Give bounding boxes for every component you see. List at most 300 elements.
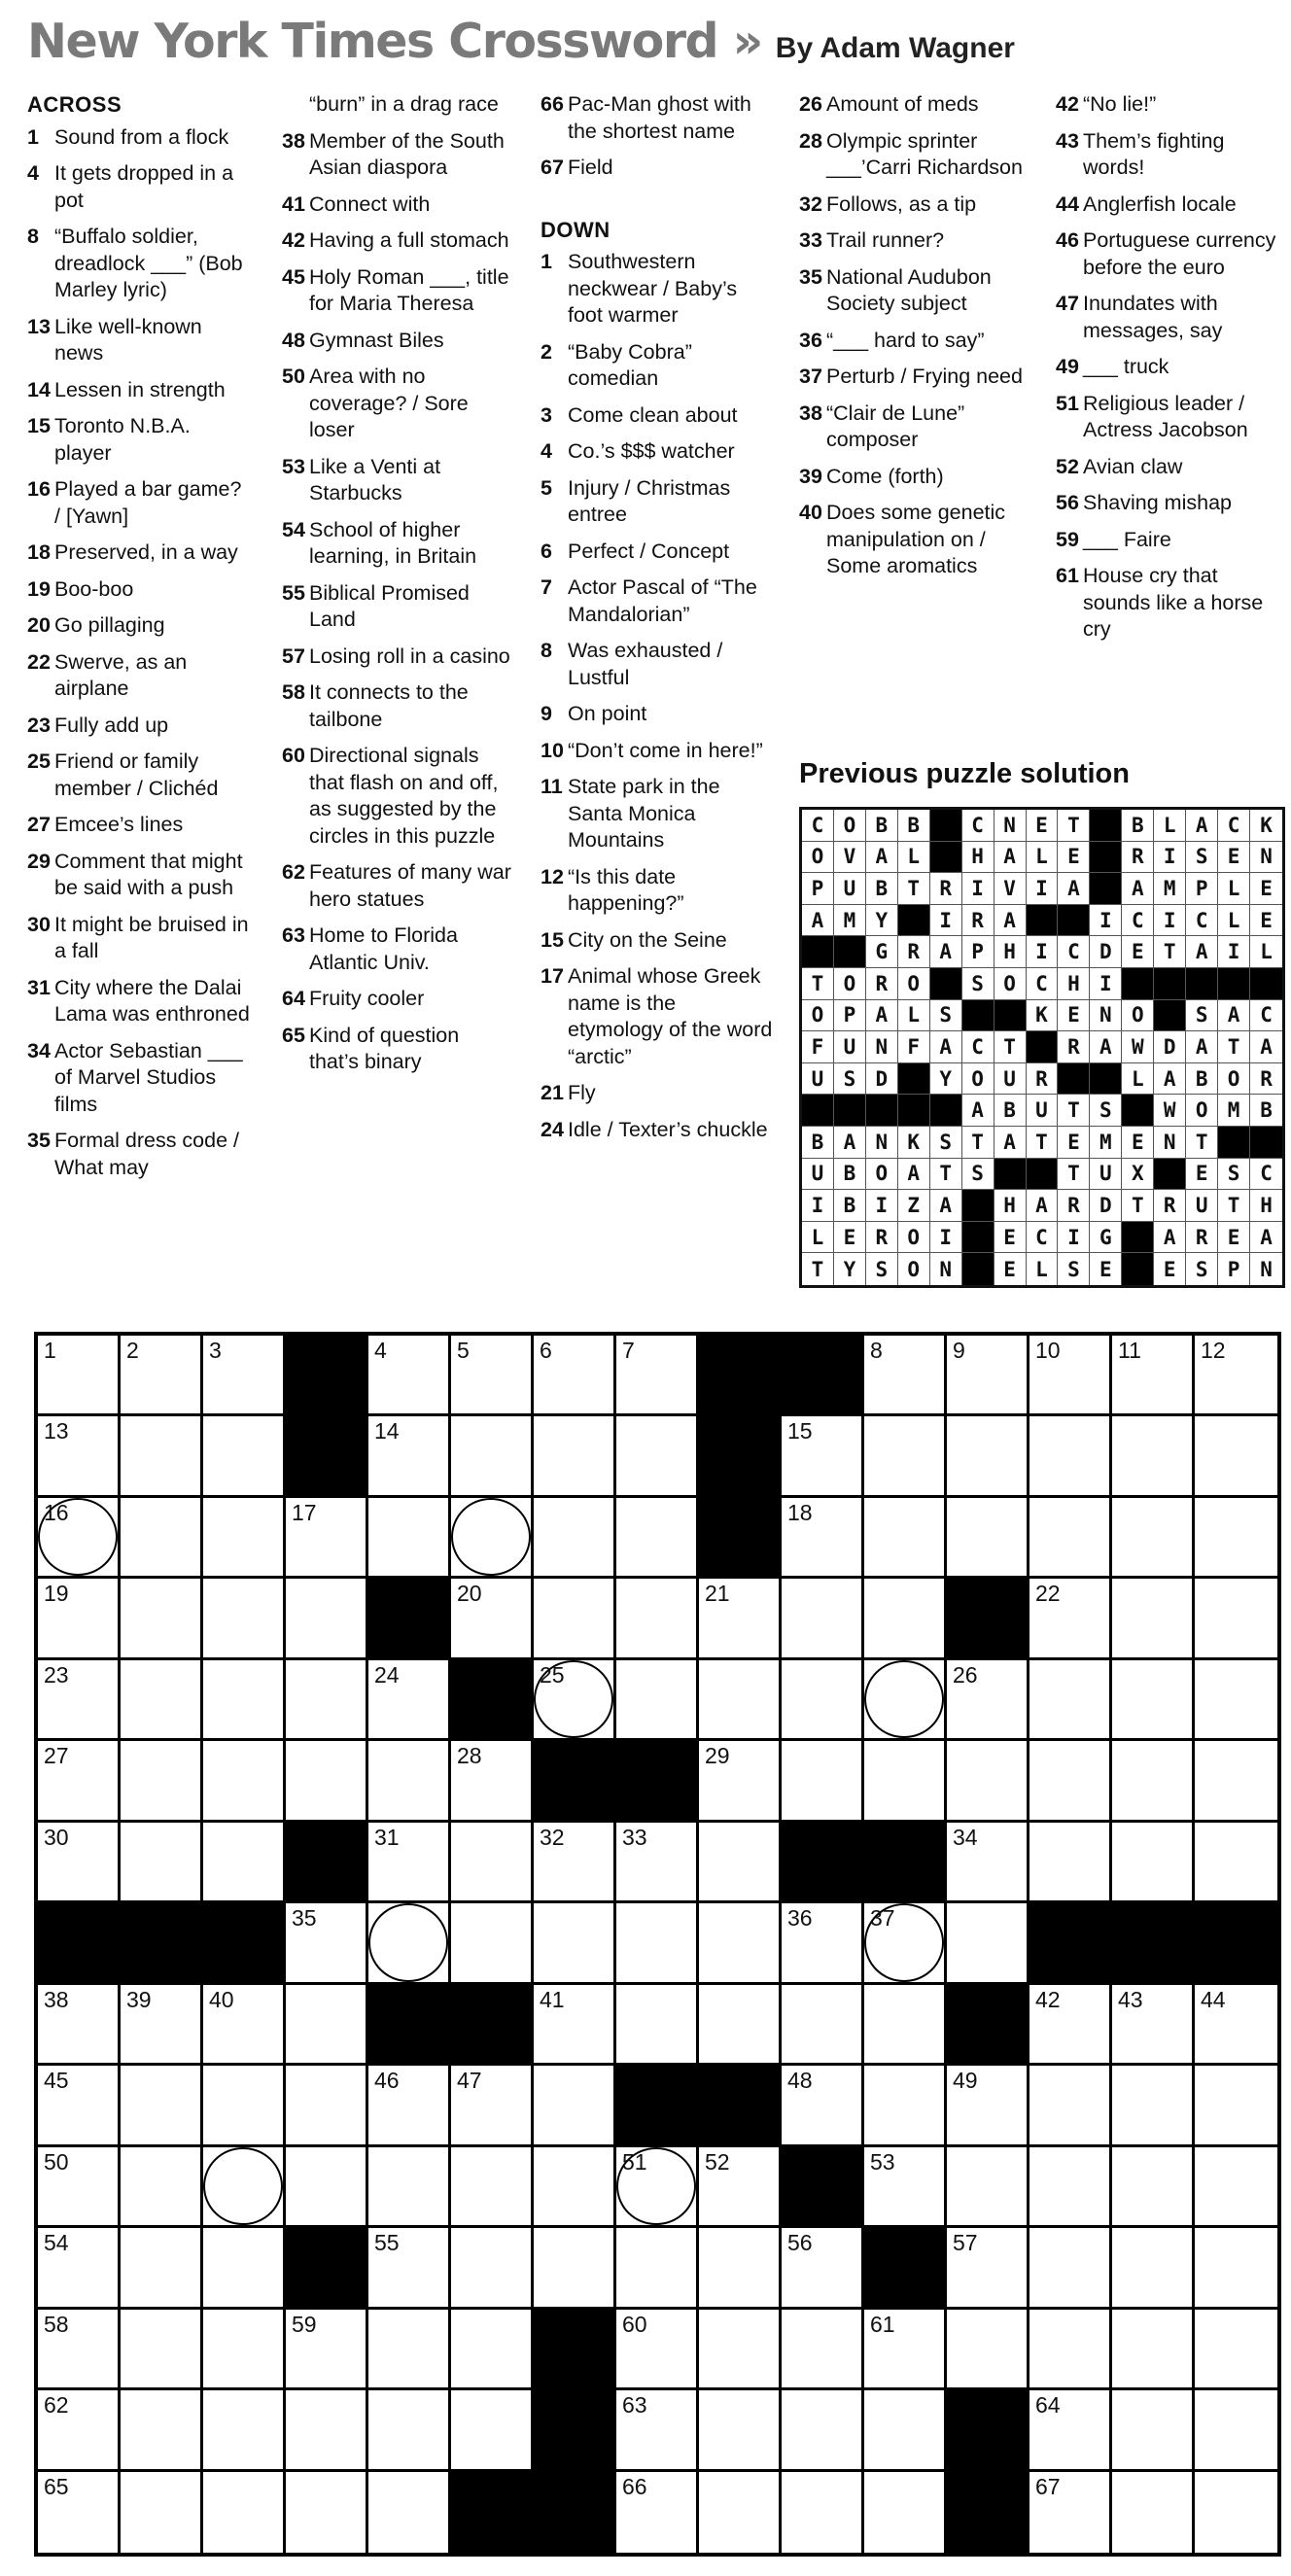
- cell-number: 33: [622, 1824, 647, 1850]
- answer-cell[interactable]: [1195, 1985, 1277, 2066]
- clue-text: Religious leader / Actress Jacobson: [1083, 391, 1248, 441]
- black-square: [699, 2066, 782, 2146]
- clue-text: Member of the South Asian diaspora: [309, 128, 505, 179]
- black-square: [38, 1903, 121, 1984]
- solution-black-square: [802, 1095, 834, 1127]
- answer-cell[interactable]: [451, 1498, 534, 1579]
- answer-cell[interactable]: [368, 2310, 451, 2390]
- solution-letter: C: [1027, 1222, 1059, 1254]
- solution-letter: Y: [834, 1253, 866, 1285]
- answer-cell[interactable]: [121, 1660, 203, 1741]
- clue-text: Features of many war hero statues: [309, 860, 511, 911]
- answer-cell[interactable]: [1029, 1579, 1112, 1659]
- solution-letter: E: [1186, 1159, 1218, 1191]
- answer-cell[interactable]: [121, 2228, 203, 2309]
- answer-cell[interactable]: [1195, 1660, 1277, 1741]
- answer-cell[interactable]: [121, 2310, 203, 2390]
- circle-marker: [368, 1903, 448, 1981]
- clue-text: Perfect / Concept: [568, 539, 730, 563]
- cell-number: 51: [622, 2148, 647, 2175]
- answer-cell[interactable]: [782, 2390, 864, 2471]
- answer-cell[interactable]: [947, 1660, 1029, 1741]
- answer-cell[interactable]: [782, 1741, 864, 1822]
- clue-text: Like a Venti at Starbucks: [309, 454, 441, 505]
- answer-cell[interactable]: [947, 2310, 1029, 2390]
- answer-cell[interactable]: [368, 2147, 451, 2228]
- cell-number: 63: [622, 2392, 647, 2419]
- answer-cell[interactable]: [864, 1985, 947, 2066]
- answer-cell[interactable]: [864, 1498, 947, 1579]
- solution-letter: L: [898, 1000, 930, 1032]
- answer-cell[interactable]: [864, 2066, 947, 2146]
- answer-cell[interactable]: [368, 1498, 451, 1579]
- clue-item: [282, 517, 513, 571]
- cell-number: 32: [540, 1824, 565, 1850]
- solution-letter: E: [1122, 1127, 1154, 1159]
- answer-cell[interactable]: [286, 2066, 368, 2146]
- clue-text: Holy Roman ___, title for Maria Theresa: [309, 264, 509, 315]
- answer-cell[interactable]: [864, 2472, 947, 2553]
- answer-cell[interactable]: [782, 1660, 864, 1741]
- answer-cell[interactable]: [368, 1336, 451, 1416]
- answer-cell[interactable]: [368, 1416, 451, 1497]
- answer-cell[interactable]: [1112, 1336, 1195, 1416]
- answer-cell[interactable]: [121, 1498, 203, 1579]
- answer-cell[interactable]: [616, 2472, 699, 2553]
- answer-cell[interactable]: [1112, 2228, 1195, 2309]
- answer-cell[interactable]: [38, 2228, 121, 2309]
- answer-cell[interactable]: [616, 1498, 699, 1579]
- clue-text: Animal whose Greek name is the etymology of the word “arctic”: [568, 964, 773, 1068]
- solution-black-square: [1218, 968, 1250, 1000]
- answer-cell[interactable]: [121, 1985, 203, 2066]
- answer-cell[interactable]: [534, 1823, 616, 1903]
- answer-cell[interactable]: [782, 2066, 864, 2146]
- clue-text: Biblical Promised Land: [309, 580, 470, 631]
- answer-cell[interactable]: [286, 2472, 368, 2553]
- answer-cell[interactable]: [1195, 2310, 1277, 2390]
- black-square: [286, 1416, 368, 1497]
- answer-cell[interactable]: [203, 1416, 286, 1497]
- answer-cell[interactable]: [1029, 2147, 1112, 2228]
- answer-cell[interactable]: [368, 2390, 451, 2471]
- clue-number: 17: [541, 964, 564, 988]
- answer-cell[interactable]: [203, 2066, 286, 2146]
- answer-cell[interactable]: [699, 2390, 782, 2471]
- black-square: [947, 1985, 1029, 2066]
- answer-cell[interactable]: [616, 1579, 699, 1659]
- answer-cell[interactable]: [451, 2310, 534, 2390]
- answer-cell[interactable]: [1195, 2472, 1277, 2553]
- answer-cell[interactable]: [203, 2472, 286, 2553]
- answer-cell[interactable]: [203, 1741, 286, 1822]
- answer-cell[interactable]: [451, 1903, 534, 1984]
- answer-cell[interactable]: [38, 1579, 121, 1659]
- clue-item: [541, 864, 774, 918]
- answer-cell[interactable]: [38, 2147, 121, 2228]
- clue-item: [541, 475, 774, 529]
- answer-cell[interactable]: [368, 1741, 451, 1822]
- answer-cell[interactable]: [864, 1903, 947, 1984]
- answer-cell[interactable]: [38, 1416, 121, 1497]
- solution-letter: B: [834, 1190, 866, 1222]
- answer-cell[interactable]: [947, 1903, 1029, 1984]
- answer-cell[interactable]: [286, 1903, 368, 1984]
- answer-cell[interactable]: [451, 2147, 534, 2228]
- solution-letter: U: [834, 873, 866, 905]
- answer-cell[interactable]: [864, 2147, 947, 2228]
- answer-cell[interactable]: [616, 2147, 699, 2228]
- solution-letter: E: [1122, 936, 1154, 968]
- answer-cell[interactable]: [1195, 2147, 1277, 2228]
- solution-letter: L: [802, 1222, 834, 1254]
- answer-cell[interactable]: [121, 2472, 203, 2553]
- answer-cell[interactable]: [121, 1823, 203, 1903]
- answer-cell[interactable]: [368, 1660, 451, 1741]
- answer-cell[interactable]: [534, 1579, 616, 1659]
- answer-cell[interactable]: [534, 1498, 616, 1579]
- answer-cell[interactable]: [451, 1416, 534, 1497]
- answer-cell[interactable]: [864, 2310, 947, 2390]
- solution-letter: I: [1154, 905, 1186, 937]
- answer-cell[interactable]: [451, 1579, 534, 1659]
- clue-number: 26: [799, 92, 822, 116]
- answer-cell[interactable]: [1112, 2066, 1195, 2146]
- answer-cell[interactable]: [38, 1985, 121, 2066]
- black-square: [534, 2310, 616, 2390]
- clue-text: Played a bar game? / [Yawn]: [54, 477, 242, 528]
- solution-letter: A: [1027, 1190, 1059, 1222]
- solution-letter: U: [1027, 1095, 1059, 1127]
- answer-cell[interactable]: [38, 2390, 121, 2471]
- answer-cell[interactable]: [1112, 1823, 1195, 1903]
- solution-black-square: [1154, 968, 1186, 1000]
- answer-cell[interactable]: [1029, 1823, 1112, 1903]
- clue-number: 1: [27, 124, 39, 149]
- answer-cell[interactable]: [1195, 1741, 1277, 1822]
- solution-letter: D: [1090, 936, 1122, 968]
- black-square: [368, 1985, 451, 2066]
- solution-letter: A: [1122, 873, 1154, 905]
- solution-letter: O: [1122, 1000, 1154, 1032]
- solution-letter: I: [962, 873, 994, 905]
- answer-cell[interactable]: [368, 1903, 451, 1984]
- answer-cell[interactable]: [203, 1660, 286, 1741]
- answer-cell[interactable]: [121, 2390, 203, 2471]
- clue-number: 23: [27, 713, 51, 737]
- answer-cell[interactable]: [121, 2066, 203, 2146]
- answer-cell[interactable]: [286, 1741, 368, 1822]
- clue-text: Actor Sebastian ___ of Marvel Studios films: [54, 1038, 243, 1116]
- solution-letter: O: [1218, 1063, 1250, 1096]
- answer-cell[interactable]: [1195, 1336, 1277, 1416]
- answer-cell[interactable]: [947, 1416, 1029, 1497]
- answer-cell[interactable]: [1029, 2066, 1112, 2146]
- clue-number: 39: [799, 464, 822, 488]
- answer-cell[interactable]: [1195, 1498, 1277, 1579]
- answer-cell[interactable]: [1029, 2310, 1112, 2390]
- answer-cell[interactable]: [534, 2147, 616, 2228]
- answer-cell[interactable]: [203, 1985, 286, 2066]
- answer-cell[interactable]: [947, 2147, 1029, 2228]
- answer-cell[interactable]: [38, 1741, 121, 1822]
- answer-cell[interactable]: [616, 2390, 699, 2471]
- answer-cell[interactable]: [38, 1660, 121, 1741]
- answer-cell[interactable]: [1029, 1985, 1112, 2066]
- answer-cell[interactable]: [203, 1498, 286, 1579]
- answer-cell[interactable]: [286, 1985, 368, 2066]
- answer-cell[interactable]: [699, 2228, 782, 2309]
- clue-number: 11: [541, 775, 563, 798]
- answer-cell[interactable]: [451, 1741, 534, 1822]
- answer-cell[interactable]: [1029, 1336, 1112, 1416]
- cell-number: 56: [787, 2230, 813, 2256]
- answer-cell[interactable]: [699, 1823, 782, 1903]
- clue-item: [541, 963, 774, 1070]
- clue-item: [27, 413, 253, 467]
- answer-cell[interactable]: [534, 1660, 616, 1741]
- answer-cell[interactable]: [368, 2228, 451, 2309]
- answer-cell[interactable]: [286, 1660, 368, 1741]
- answer-cell[interactable]: [864, 2390, 947, 2471]
- answer-cell[interactable]: [38, 2310, 121, 2390]
- answer-cell[interactable]: [1112, 2310, 1195, 2390]
- answer-cell[interactable]: [1195, 2228, 1277, 2309]
- answer-cell[interactable]: [782, 1579, 864, 1659]
- solution-black-square: [1058, 1063, 1090, 1096]
- answer-cell[interactable]: [203, 2147, 286, 2228]
- answer-cell[interactable]: [286, 1579, 368, 1659]
- answer-cell[interactable]: [1112, 1579, 1195, 1659]
- answer-cell[interactable]: [1029, 2228, 1112, 2309]
- answer-cell[interactable]: [121, 1416, 203, 1497]
- answer-cell[interactable]: [616, 2310, 699, 2390]
- answer-cell[interactable]: [1029, 1498, 1112, 1579]
- answer-cell[interactable]: [286, 2310, 368, 2390]
- answer-cell[interactable]: [203, 2228, 286, 2309]
- cell-number: 20: [457, 1581, 482, 1607]
- cell-number: 25: [540, 1661, 565, 1688]
- answer-cell[interactable]: [1029, 1416, 1112, 1497]
- clue-number: 6: [541, 539, 552, 563]
- answer-cell[interactable]: [699, 1660, 782, 1741]
- answer-cell[interactable]: [38, 2472, 121, 2553]
- answer-cell[interactable]: [203, 2310, 286, 2390]
- clue-item: [799, 191, 1025, 219]
- answer-cell[interactable]: [616, 1660, 699, 1741]
- answer-cell[interactable]: [1112, 2390, 1195, 2471]
- clue-number: 7: [541, 575, 552, 599]
- answer-cell[interactable]: [203, 1823, 286, 1903]
- clue-item: [1056, 490, 1285, 517]
- solution-black-square: [1122, 968, 1154, 1000]
- answer-cell[interactable]: [121, 1336, 203, 1416]
- answer-cell[interactable]: [451, 1823, 534, 1903]
- answer-cell[interactable]: [1112, 1985, 1195, 2066]
- clue-number: 25: [27, 749, 51, 773]
- answer-cell[interactable]: [616, 1903, 699, 1984]
- answer-cell[interactable]: [782, 2472, 864, 2553]
- answer-cell[interactable]: [534, 1336, 616, 1416]
- solution-letter: T: [962, 1127, 994, 1159]
- byline: By Adam Wagner: [775, 32, 1015, 64]
- solution-letter: L: [898, 842, 930, 874]
- answer-cell[interactable]: [782, 1985, 864, 2066]
- answer-cell[interactable]: [286, 2147, 368, 2228]
- solution-letter: O: [802, 1000, 834, 1032]
- answer-cell[interactable]: [782, 1498, 864, 1579]
- answer-cell[interactable]: [286, 1498, 368, 1579]
- answer-cell[interactable]: [38, 1823, 121, 1903]
- solution-black-square: [1122, 1095, 1154, 1127]
- answer-cell[interactable]: [782, 2310, 864, 2390]
- answer-cell[interactable]: [947, 1823, 1029, 1903]
- answer-cell[interactable]: [1112, 1416, 1195, 1497]
- answer-cell[interactable]: [368, 2472, 451, 2553]
- answer-cell[interactable]: [451, 1336, 534, 1416]
- clue-text: “Baby Cobra” comedian: [568, 339, 692, 390]
- clue-number: 35: [799, 264, 822, 289]
- answer-cell[interactable]: [864, 1416, 947, 1497]
- clue-item: [541, 539, 774, 566]
- answer-cell[interactable]: [1195, 2066, 1277, 2146]
- solution-letter: E: [1058, 842, 1090, 874]
- answer-cell[interactable]: [534, 1416, 616, 1497]
- answer-cell[interactable]: [1195, 1416, 1277, 1497]
- answer-cell[interactable]: [38, 1498, 121, 1579]
- solution-letter: L: [1154, 810, 1186, 842]
- answer-cell[interactable]: [1029, 1660, 1112, 1741]
- answer-cell[interactable]: [451, 2066, 534, 2146]
- black-square: [534, 2390, 616, 2471]
- answer-cell[interactable]: [616, 1823, 699, 1903]
- answer-cell[interactable]: [1029, 2390, 1112, 2471]
- clue-item: [541, 339, 774, 393]
- answer-cell[interactable]: [699, 1741, 782, 1822]
- clue-number: 14: [27, 377, 51, 401]
- answer-cell[interactable]: [864, 1579, 947, 1659]
- answer-cell[interactable]: [699, 1579, 782, 1659]
- answer-cell[interactable]: [1112, 1741, 1195, 1822]
- answer-cell[interactable]: [1112, 2147, 1195, 2228]
- answer-cell[interactable]: [782, 1416, 864, 1497]
- solution-letter: T: [898, 873, 930, 905]
- solution-letter: L: [1122, 1063, 1154, 1096]
- clue-text: Having a full stomach: [309, 228, 509, 252]
- answer-cell[interactable]: [1112, 1498, 1195, 1579]
- black-square: [451, 2472, 534, 2553]
- answer-cell[interactable]: [451, 2390, 534, 2471]
- answer-cell[interactable]: [699, 1985, 782, 2066]
- answer-cell[interactable]: [121, 1579, 203, 1659]
- answer-cell[interactable]: [534, 1985, 616, 2066]
- answer-cell[interactable]: [699, 2310, 782, 2390]
- answer-cell[interactable]: [1195, 1579, 1277, 1659]
- solution-letter: I: [1090, 905, 1122, 937]
- answer-cell[interactable]: [699, 2147, 782, 2228]
- clue-item: [799, 227, 1025, 255]
- answer-cell[interactable]: [121, 2147, 203, 2228]
- answer-cell[interactable]: [534, 1903, 616, 1984]
- answer-cell[interactable]: [947, 2066, 1029, 2146]
- clue-number: 43: [1056, 128, 1079, 153]
- clue-number: 10: [541, 738, 564, 762]
- answer-cell[interactable]: [1029, 1741, 1112, 1822]
- answer-cell[interactable]: [203, 1336, 286, 1416]
- answer-cell[interactable]: [782, 2228, 864, 2309]
- answer-cell[interactable]: [121, 1741, 203, 1822]
- answer-cell[interactable]: [616, 1985, 699, 2066]
- clue-item: [27, 812, 253, 839]
- solution-letter: V: [994, 873, 1027, 905]
- answer-cell[interactable]: [947, 1741, 1029, 1822]
- solution-letter: N: [1154, 1127, 1186, 1159]
- cell-number: 15: [787, 1418, 813, 1445]
- answer-cell[interactable]: [1195, 2390, 1277, 2471]
- solution-letter: O: [802, 842, 834, 874]
- answer-cell[interactable]: [864, 1741, 947, 1822]
- answer-cell[interactable]: [1029, 2472, 1112, 2553]
- clue-text: ___ Faire: [1083, 527, 1171, 551]
- answer-cell[interactable]: [203, 2390, 286, 2471]
- black-square: [782, 2147, 864, 2228]
- solution-letter: A: [930, 936, 962, 968]
- clue-number: 37: [799, 365, 822, 388]
- answer-cell[interactable]: [203, 1579, 286, 1659]
- clue-item: [799, 500, 1025, 580]
- solution-letter: S: [1218, 1159, 1250, 1191]
- answer-cell[interactable]: [947, 1498, 1029, 1579]
- answer-cell[interactable]: [864, 1336, 947, 1416]
- answer-cell[interactable]: [616, 1336, 699, 1416]
- clue-number: 34: [27, 1038, 51, 1062]
- answer-cell[interactable]: [947, 2228, 1029, 2309]
- answer-cell[interactable]: [534, 2228, 616, 2309]
- answer-cell[interactable]: [534, 2066, 616, 2146]
- answer-cell[interactable]: [286, 2390, 368, 2471]
- answer-cell[interactable]: [38, 1336, 121, 1416]
- cell-number: 53: [870, 2148, 895, 2175]
- answer-cell[interactable]: [616, 1416, 699, 1497]
- cell-number: 36: [787, 1905, 813, 1932]
- clue-text: Fruity cooler: [309, 987, 425, 1010]
- answer-cell[interactable]: [864, 1660, 947, 1741]
- solution-letter: E: [994, 1253, 1027, 1285]
- answer-cell[interactable]: [1112, 1660, 1195, 1741]
- answer-cell[interactable]: [38, 2066, 121, 2146]
- crossword-grid[interactable]: [34, 1332, 1281, 2557]
- answer-cell[interactable]: [699, 2472, 782, 2553]
- answer-cell[interactable]: [1112, 2472, 1195, 2553]
- cell-number: 31: [374, 1824, 400, 1850]
- answer-cell[interactable]: [368, 1823, 451, 1903]
- clue-item: [282, 364, 513, 444]
- clue-item: [27, 849, 253, 902]
- clue-number: 2: [541, 339, 552, 364]
- answer-cell[interactable]: [699, 1903, 782, 1984]
- solution-letter: O: [994, 968, 1027, 1000]
- clue-text: Follows, as a tip: [826, 191, 977, 216]
- answer-cell[interactable]: [451, 2228, 534, 2309]
- answer-cell[interactable]: [368, 2066, 451, 2146]
- answer-cell[interactable]: [782, 1903, 864, 1984]
- answer-cell[interactable]: [616, 2228, 699, 2309]
- answer-cell[interactable]: [947, 1336, 1029, 1416]
- clue-item: [27, 160, 253, 214]
- solution-letter: O: [898, 1222, 930, 1254]
- answer-cell[interactable]: [1195, 1823, 1277, 1903]
- clue-item: [27, 649, 253, 703]
